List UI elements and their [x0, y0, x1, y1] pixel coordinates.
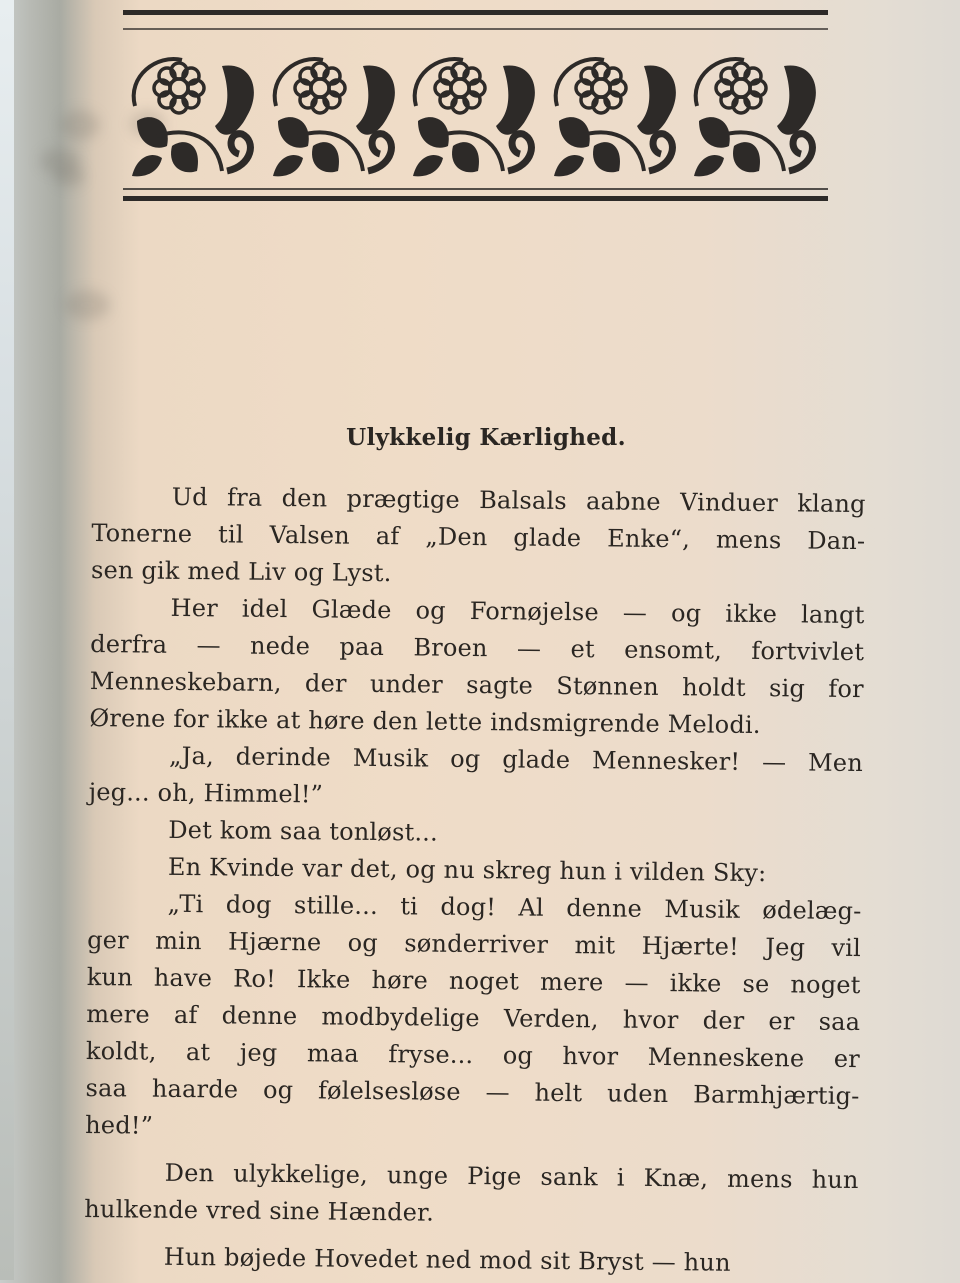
word: saa	[818, 1007, 861, 1037]
word: Knæ,	[643, 1163, 709, 1193]
word: „Ja,	[168, 741, 215, 771]
word: holdt	[682, 673, 746, 702]
word: til	[217, 520, 244, 549]
word: glade	[513, 523, 582, 553]
word: paa	[339, 632, 385, 662]
word: Hjærne	[227, 927, 322, 957]
text-line: jeg... oh, Himmel!”	[88, 777, 324, 809]
word: prægtige	[346, 484, 461, 514]
word: —	[516, 634, 542, 663]
word: aabne	[585, 487, 661, 516]
word: høre	[371, 965, 429, 995]
flower-leaf-icon	[268, 46, 406, 182]
border-rule-bottom-thick	[123, 196, 828, 201]
word: modbydelige	[321, 1002, 480, 1033]
word: min	[155, 926, 202, 956]
word: og	[415, 596, 446, 625]
word: Fornøjelse	[469, 596, 599, 627]
word: Musik	[664, 895, 741, 924]
word: Glæde	[311, 595, 392, 625]
text-line: Det kom saa tonløst...	[168, 815, 439, 847]
word: Menneskebarn,	[89, 666, 282, 697]
word: Al	[518, 893, 545, 922]
border-rule-top-thick	[123, 10, 828, 15]
word: Mennesker!	[591, 746, 741, 776]
border-rule-bottom-thin	[123, 188, 828, 190]
text-line: En Kvinde var det, og nu skreg hun i vilden Sky:	[167, 852, 767, 888]
word: Balsals	[479, 486, 567, 515]
word: og	[347, 928, 379, 958]
flower-leaf-icon	[127, 46, 265, 182]
text-line: hulkende vred sine Hænder.	[84, 1194, 435, 1227]
word: er	[833, 1044, 861, 1074]
word: følelsesløse	[317, 1076, 461, 1106]
word: Enke“,	[607, 524, 691, 554]
word: kun	[86, 962, 133, 992]
word: et	[570, 635, 595, 664]
word: sig	[768, 674, 806, 703]
word: ikke	[725, 599, 778, 629]
word: ødelæg-	[762, 896, 862, 926]
word: klang	[797, 489, 866, 519]
story-body	[84, 478, 866, 1283]
word: fryse...	[388, 1040, 474, 1070]
word: og	[502, 1041, 534, 1070]
flower-leaf-icon	[549, 46, 687, 182]
floral-ornament-row	[127, 46, 827, 182]
word: Den	[164, 1158, 215, 1188]
flower-leaf-icon	[408, 46, 546, 182]
word: den	[281, 483, 328, 513]
word: —	[761, 748, 787, 777]
word: ger	[87, 925, 129, 955]
word: Jeg	[765, 933, 806, 962]
word: saa	[85, 1073, 128, 1103]
word: koldt,	[85, 1036, 157, 1066]
word: mens	[715, 525, 782, 555]
word: Verden,	[503, 1004, 599, 1034]
word: mit	[574, 931, 616, 960]
word: Broen	[413, 633, 488, 663]
word: —	[624, 968, 649, 997]
flower-leaf-icon	[689, 46, 827, 182]
word: ikke	[669, 969, 722, 998]
word: og	[262, 1075, 294, 1105]
word: der	[702, 1006, 745, 1035]
border-rule-top-thin	[123, 28, 828, 30]
word: have	[153, 963, 213, 993]
word: Hjærte!	[641, 931, 740, 961]
word: hvor	[562, 1041, 619, 1071]
word: ensomt,	[624, 635, 723, 665]
word: Valsen	[269, 520, 351, 550]
word: af	[173, 1000, 198, 1030]
word: derinde	[235, 742, 332, 772]
word: Barmhjærtig-	[693, 1080, 860, 1111]
word: —	[622, 598, 648, 627]
word: fra	[226, 483, 263, 512]
word: „Ti	[167, 889, 204, 919]
word: denne	[566, 893, 643, 923]
text-line: Hun bøjede Hovedet ned mod sit Bryst — hun	[163, 1242, 731, 1277]
word: der	[304, 669, 347, 698]
word: maa	[306, 1039, 360, 1068]
word: Tonerne	[91, 518, 193, 549]
word: Dan-	[807, 526, 866, 556]
word: uden	[606, 1079, 669, 1109]
word: vil	[831, 933, 862, 963]
text-line: Ørene for ikke at høre den lette indsmigrende Melodi.	[89, 703, 761, 740]
text-line: sen gik med Liv og Lyst.	[90, 555, 392, 588]
word: Pige	[467, 1161, 522, 1191]
word: Vinduer	[679, 488, 779, 518]
word: at	[185, 1038, 211, 1067]
word: sønderriver	[404, 929, 549, 959]
word: af	[375, 521, 400, 551]
word: derfra	[90, 629, 168, 659]
word: fortvivlet	[751, 636, 865, 667]
word: mere	[539, 967, 604, 997]
word: Stønnen	[556, 671, 659, 701]
word: stille...	[293, 891, 379, 921]
word: Men	[807, 748, 864, 778]
word: Ro!	[233, 964, 277, 993]
word: er	[768, 1007, 795, 1036]
word: Her	[170, 593, 219, 623]
word: nede	[249, 631, 311, 661]
word: mens	[726, 1164, 793, 1194]
word: ti	[400, 892, 419, 921]
word: se	[742, 969, 770, 999]
word: og	[450, 744, 481, 774]
page-edge-background	[0, 0, 14, 1280]
word: under	[369, 669, 444, 699]
word: for	[828, 674, 864, 704]
story-title: Ulykkelig Kærlighed.	[346, 424, 626, 451]
word: dog!	[440, 892, 497, 922]
word: dog	[225, 890, 272, 919]
word: og	[670, 599, 702, 628]
word: helt	[534, 1078, 583, 1108]
word: „Den	[425, 522, 488, 552]
text-line: hed!”	[85, 1110, 154, 1140]
word: —	[485, 1078, 510, 1107]
word: i	[616, 1163, 625, 1192]
word: —	[196, 631, 221, 660]
word: Ikke	[296, 965, 351, 994]
word: glade	[502, 745, 571, 775]
word: haarde	[151, 1074, 239, 1104]
word: sank	[540, 1162, 599, 1192]
word: denne	[221, 1001, 298, 1031]
word: noget	[448, 966, 520, 996]
water-stain	[55, 165, 85, 187]
word: ulykkelige,	[233, 1159, 369, 1189]
word: sagte	[466, 670, 534, 700]
word: Musik	[352, 743, 429, 773]
decorative-border	[123, 8, 828, 203]
word: langt	[800, 600, 865, 630]
word: Ud	[171, 482, 208, 512]
word: Menneskene	[647, 1042, 805, 1073]
word: idel	[241, 594, 288, 624]
word: jeg	[239, 1038, 278, 1067]
water-stain	[60, 110, 100, 140]
word: hun	[811, 1165, 859, 1195]
word: hvor	[622, 1005, 679, 1035]
water-stain	[65, 290, 110, 320]
word: noget	[790, 970, 861, 1000]
word: mere	[86, 999, 150, 1029]
word: unge	[386, 1161, 449, 1190]
